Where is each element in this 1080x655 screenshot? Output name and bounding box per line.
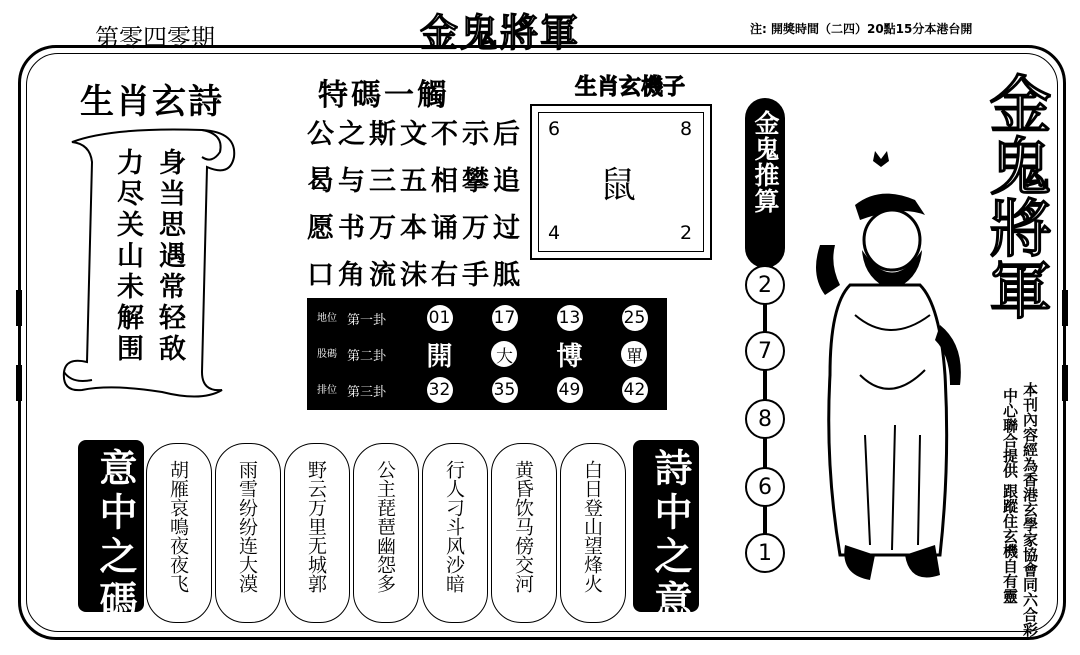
poem-char: 攀 xyxy=(462,166,489,197)
row-label: 排位 xyxy=(317,384,337,396)
table-row xyxy=(307,301,667,335)
poem-char: 沫 xyxy=(400,260,427,291)
number-ball: 13 xyxy=(557,305,583,331)
number-ball: 25 xyxy=(622,305,648,331)
poem-char: 不 xyxy=(431,119,458,150)
number-ball: 49 xyxy=(557,377,583,403)
odd-ball: 單 xyxy=(621,341,647,367)
poem-char: 示 xyxy=(462,119,489,150)
zodiac-number: 4 xyxy=(548,222,561,244)
credit-line-2: 中心聯合提供 跟蹤住玄機自有靈 xyxy=(1001,388,1019,604)
poem-char: 万 xyxy=(462,213,489,244)
poem-char: 后 xyxy=(493,119,520,150)
zodiac-animal: 鼠 xyxy=(600,165,637,206)
verse-text: 黄昏饮马傍交河 xyxy=(512,460,534,593)
poem-char: 与 xyxy=(338,166,365,197)
number-ball: 42 xyxy=(622,377,648,403)
poem-char: 书 xyxy=(338,213,365,244)
verse-text: 雨雪纷纷连大漠 xyxy=(236,460,258,593)
poem-char: 之 xyxy=(338,119,365,150)
poem-char: 愿 xyxy=(307,213,334,244)
poem-char: 五 xyxy=(400,166,427,197)
verse-text: 胡雁哀鳴夜夜飞 xyxy=(167,460,189,593)
push-title: 金鬼推算 xyxy=(751,110,780,214)
push-number: 8 xyxy=(745,399,785,439)
poem-char: 文 xyxy=(400,119,427,150)
poem-char: 三 xyxy=(369,166,396,197)
verse-text: 公主琵琶幽怨多 xyxy=(374,460,396,593)
poem-char: 胝 xyxy=(493,260,520,291)
brand-title: 金鬼將軍 xyxy=(420,10,581,55)
poem-char: 口 xyxy=(307,260,334,291)
vertical-brand-title xyxy=(975,72,1055,320)
poem-line-1: 身当思遇常轻敌 xyxy=(154,148,185,365)
vertical-brand-text: 金鬼將軍 xyxy=(979,72,1052,320)
push-number: 7 xyxy=(745,331,785,371)
big-ball: 大 xyxy=(491,341,517,367)
zodiac-number: 2 xyxy=(680,222,693,244)
verse-text: 行人刁斗风沙暗 xyxy=(443,460,465,593)
table-row xyxy=(307,337,667,371)
poem-char: 曷 xyxy=(307,166,334,197)
zodiac-title: 生肖玄機子 xyxy=(574,75,685,100)
number-ball: 01 xyxy=(427,305,453,331)
zodiac-number: 6 xyxy=(548,118,561,140)
poem-title: 生肖玄詩 xyxy=(80,82,224,122)
draw-time-note: 注: 開獎時間（二四）20點15分本港台開 xyxy=(750,22,973,36)
credit-line-1: 本刊內容經為香港玄學家協會同六合彩 xyxy=(1021,382,1039,637)
general-figure-illustration xyxy=(800,145,980,595)
frame-tick xyxy=(1062,290,1068,326)
poem-char: 诵 xyxy=(431,213,458,244)
row-sub-label: 第二卦 xyxy=(347,348,387,364)
zodiac-number: 8 xyxy=(680,118,693,140)
poem-char: 过 xyxy=(493,213,520,244)
poem-char: 本 xyxy=(400,213,427,244)
poem-row xyxy=(305,202,522,249)
verse-text: 野云万里无城郭 xyxy=(305,460,327,593)
right-block-text: 詩中之意 xyxy=(648,448,693,624)
poem-char: 斯 xyxy=(369,119,396,150)
poem-char: 追 xyxy=(493,166,520,197)
push-number: 6 xyxy=(745,467,785,507)
frame-tick xyxy=(1062,365,1068,401)
bet-char: 博 xyxy=(556,341,583,372)
number-ball: 17 xyxy=(492,305,518,331)
row-sub-label: 第三卦 xyxy=(347,384,387,400)
push-number: 2 xyxy=(745,265,785,305)
frame-tick xyxy=(16,290,22,326)
row-sub-label: 第一卦 xyxy=(347,312,387,328)
poem-char: 手 xyxy=(462,260,489,291)
poem-char: 流 xyxy=(369,260,396,291)
poem-row xyxy=(305,249,522,296)
special-title: 特碼一觸 xyxy=(318,78,450,113)
poem-row xyxy=(305,108,522,155)
special-poem-grid xyxy=(305,108,522,296)
verse-text: 白日登山望烽火 xyxy=(581,460,603,593)
row-label: 股碼 xyxy=(317,348,337,360)
number-ball: 32 xyxy=(427,377,453,403)
table-row xyxy=(307,373,667,407)
number-table xyxy=(307,298,667,410)
open-char: 開 xyxy=(426,341,453,372)
frame-tick xyxy=(16,365,22,401)
poem-char: 角 xyxy=(338,260,365,291)
poem-row xyxy=(305,155,522,202)
number-ball: 35 xyxy=(492,377,518,403)
poem-char: 相 xyxy=(431,166,458,197)
push-number: 1 xyxy=(745,533,785,573)
scroll-illustration xyxy=(52,122,242,400)
poem-char: 公 xyxy=(307,119,334,150)
issue-number: 第零四零期 xyxy=(95,24,215,52)
poem-char: 万 xyxy=(369,213,396,244)
left-block-text: 意中之碼 xyxy=(93,448,138,624)
row-label: 地位 xyxy=(317,312,337,324)
poem-char: 右 xyxy=(431,260,458,291)
poem-line-2: 力尽关山未解围 xyxy=(112,148,143,365)
